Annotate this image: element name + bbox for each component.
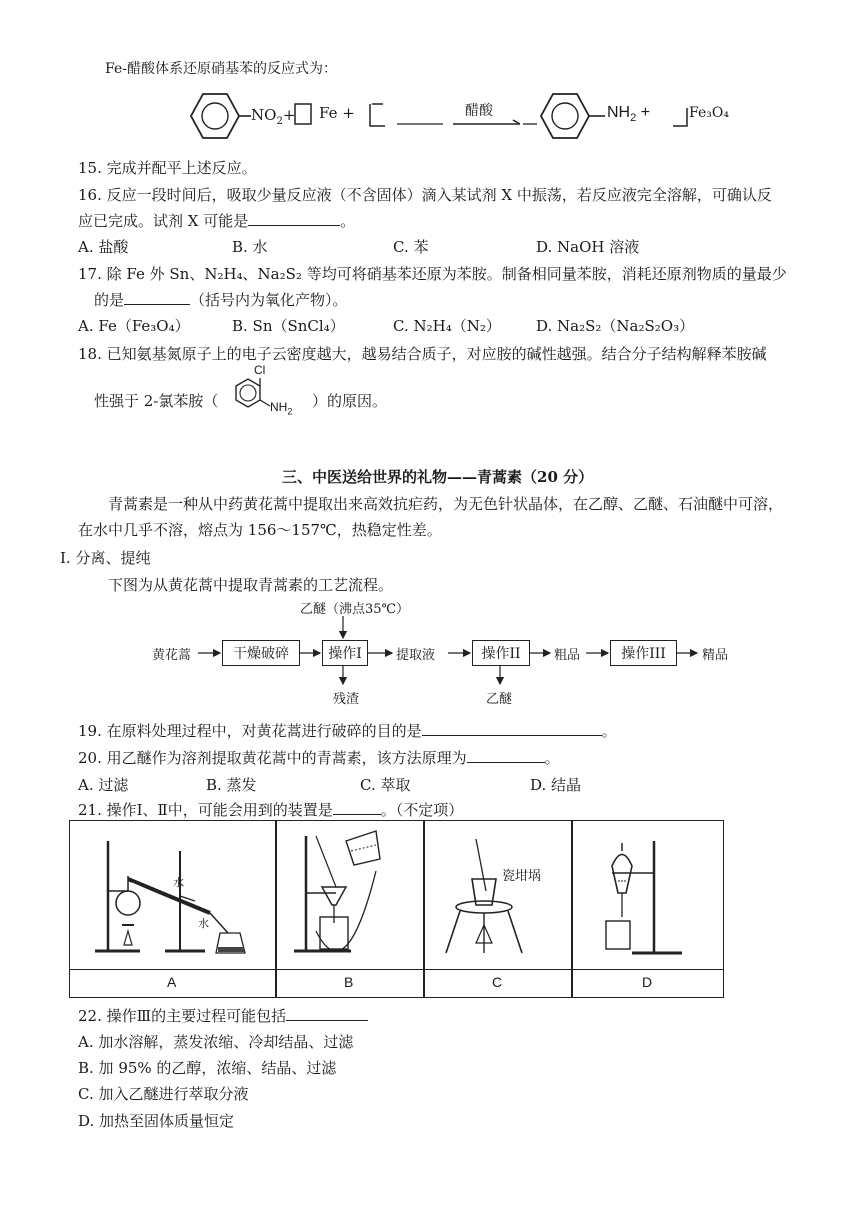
option-20-d[interactable]: D. 结晶 — [530, 776, 582, 794]
crucible-heating-icon — [424, 821, 572, 971]
benzene-ring-right — [541, 94, 589, 138]
option-20-b[interactable]: B. 蒸发 — [206, 776, 257, 794]
amino-sub: 2 — [630, 112, 637, 125]
flow-crude: 粗品 — [554, 648, 581, 663]
answer-blank-20[interactable] — [467, 748, 545, 763]
flow-start: 黄花蒿 — [152, 648, 192, 663]
option-16-d[interactable]: D. NaOH 溶液 — [536, 238, 640, 256]
acid-condition: 醋酸 — [465, 103, 493, 119]
apparatus-cell-b[interactable] — [275, 820, 425, 998]
flow-ether-out: 乙醚 — [486, 692, 513, 707]
answer-blank-17[interactable] — [124, 290, 190, 305]
question-17-line2 — [94, 289, 348, 310]
option-22-c[interactable]: C. 加入乙醚进行萃取分液 — [78, 1085, 249, 1103]
benzene-ring-right-circle — [552, 103, 578, 129]
question-21-end: 。（不定项） — [380, 801, 464, 819]
flow-intro: 下图为从黄花蒿中提取青蒿素的工艺流程。 — [108, 576, 394, 594]
chloro-label: Cl — [254, 363, 266, 377]
coef-box-fe — [295, 104, 311, 124]
amino-label-sub: 2 — [287, 406, 293, 417]
fe3o4-product: Fe₃O₄ — [689, 105, 729, 121]
flow-step-drying: 干燥破碎 — [222, 640, 300, 666]
question-22 — [78, 1005, 368, 1026]
flow-ether-in: 乙醚（沸点35℃） — [300, 602, 410, 617]
option-22-d[interactable]: D. 加热至固体质量恒定 — [78, 1112, 235, 1130]
amino-label: NH — [270, 400, 288, 414]
question-17-line1: 17. 除 Fe 外 Sn、N₂H₄、Na₂S₂ 等均可将硝基苯还原为苯胺。制备相同量苯胺，消耗还原剂物质的量最少 — [78, 265, 787, 283]
option-17-b[interactable]: B. Sn（SnCl₄） — [232, 317, 345, 335]
flow-residue: 残渣 — [333, 692, 360, 707]
question-19-end: 。 — [601, 722, 617, 740]
flow-op-3: 操作III — [610, 640, 677, 666]
section-3-para-1: 青蒿素是一种从中药黄花蒿中提取出来高效抗疟药，为无色针状晶体，在乙醇、乙醚、石油醚中可溶， — [108, 495, 784, 513]
question-21-stem: 21. 操作Ⅰ、Ⅱ中，可能会用到的装置是 — [78, 801, 333, 819]
part-1-heading: I. 分离、提纯 — [60, 549, 151, 567]
option-17-d[interactable]: D. Na₂S₂（Na₂S₂O₃） — [536, 317, 695, 335]
reaction-equation — [175, 88, 765, 144]
question-21 — [78, 799, 463, 820]
filtration-apparatus-icon — [276, 821, 424, 971]
section-3-para-2: 在水中几乎不溶，熔点为 156～157℃，热稳定性差。 — [78, 521, 442, 539]
question-16-line1: 16. 反应一段时间后，吸取少量反应液（不含固体）滴入某试剂 X 中振荡，若反应液完全溶解，可确认反 — [78, 186, 772, 204]
separatory-funnel-icon — [572, 821, 723, 971]
apparatus-cell-a[interactable] — [69, 820, 277, 998]
answer-blank-19[interactable] — [422, 721, 602, 736]
question-17-end: （括号内为氧化产物）。 — [190, 291, 348, 309]
nitro-sub: 2 — [276, 116, 283, 127]
question-16-stem: 应已完成。试剂 X 可能是 — [78, 212, 249, 230]
question-16-end: 。 — [340, 212, 356, 230]
water-label-2: 水 — [198, 917, 209, 930]
option-17-c[interactable]: C. N₂H₄（N₂） — [393, 317, 501, 335]
apparatus-label-a: A — [167, 974, 177, 990]
coef-box-right — [370, 104, 385, 126]
distillation-apparatus-icon — [70, 821, 276, 971]
apparatus-label-d: D — [642, 974, 653, 990]
question-18-line1: 18. 已知氨基氮原子上的电子云密度越大，越易结合质子，对应胺的碱性越强。结合分子结构解释苯胺碱 — [78, 345, 767, 363]
question-18-stem: 性强于 2-氯苯胺（ — [94, 392, 219, 410]
question-16-line2 — [78, 210, 355, 231]
process-flow-diagram — [130, 598, 750, 708]
question-19 — [78, 720, 617, 741]
option-20-a[interactable]: A. 过滤 — [78, 776, 129, 794]
benzene-ring-left-circle — [202, 103, 228, 129]
intro-text: Fe-醋酸体系还原硝基苯的反应式为： — [105, 61, 337, 77]
answer-blank-16[interactable] — [248, 211, 340, 226]
answer-blank-22[interactable] — [286, 1006, 368, 1021]
option-22-a[interactable]: A. 加水溶解，蒸发浓缩、冷却结晶、过滤 — [78, 1033, 354, 1051]
plus-3: + — [640, 104, 651, 121]
crucible-label: 瓷坩埚 — [502, 869, 542, 884]
apparatus-label-b: B — [344, 974, 354, 990]
option-16-a[interactable]: A. 盐酸 — [78, 238, 129, 256]
option-22-b[interactable]: B. 加 95% 的乙醇，浓缩、结晶、过滤 — [78, 1059, 337, 1077]
fe-reactant — [319, 104, 355, 122]
nitro-group: NO — [251, 106, 277, 124]
apparatus-table — [69, 820, 724, 998]
question-20-end: 。 — [544, 749, 560, 767]
flow-extract: 提取液 — [396, 648, 436, 663]
section-3-title: 三、中医送给世界的礼物——青蒿素（20 分） — [282, 468, 594, 486]
option-16-c[interactable]: C. 苯 — [393, 238, 429, 256]
option-16-b[interactable]: B. 水 — [232, 238, 268, 256]
chloroaniline-ring-circle — [240, 385, 256, 401]
question-20-stem: 20. 用乙醚作为溶剂提取黄花蒿中的青蒿素，该方法原理为 — [78, 749, 467, 767]
plus-1: + — [282, 106, 296, 124]
question-20 — [78, 747, 560, 768]
question-15: 15. 完成并配平上述反应。 — [78, 159, 257, 177]
apparatus-cell-c[interactable] — [423, 820, 573, 998]
benzene-ring-left — [191, 94, 239, 138]
flow-op-1: 操作I — [322, 640, 368, 666]
flow-fine: 精品 — [702, 648, 729, 663]
option-17-a[interactable]: A. Fe（Fe₃O₄） — [78, 317, 190, 335]
water-label-1: 水 — [173, 876, 184, 889]
question-18-end: ）的原因。 — [312, 392, 388, 410]
fe-symbol: Fe — [319, 104, 338, 122]
option-20-c[interactable]: C. 萃取 — [360, 776, 411, 794]
coef-box-fe3o4 — [673, 108, 687, 126]
flow-op-2: 操作II — [472, 640, 530, 666]
question-17-stem: 的是 — [94, 291, 125, 309]
question-19-stem: 19. 在原料处理过程中，对黄花蒿进行破碎的目的是 — [78, 722, 422, 740]
answer-blank-21[interactable] — [333, 800, 381, 815]
chloroaniline-structure — [222, 363, 306, 426]
question-22-stem: 22. 操作Ⅲ的主要过程可能包括 — [78, 1007, 287, 1025]
apparatus-label-c: C — [492, 974, 503, 990]
plus-2: + — [342, 104, 355, 122]
amino-group: NH — [607, 104, 631, 121]
apparatus-cell-d[interactable] — [571, 820, 724, 998]
